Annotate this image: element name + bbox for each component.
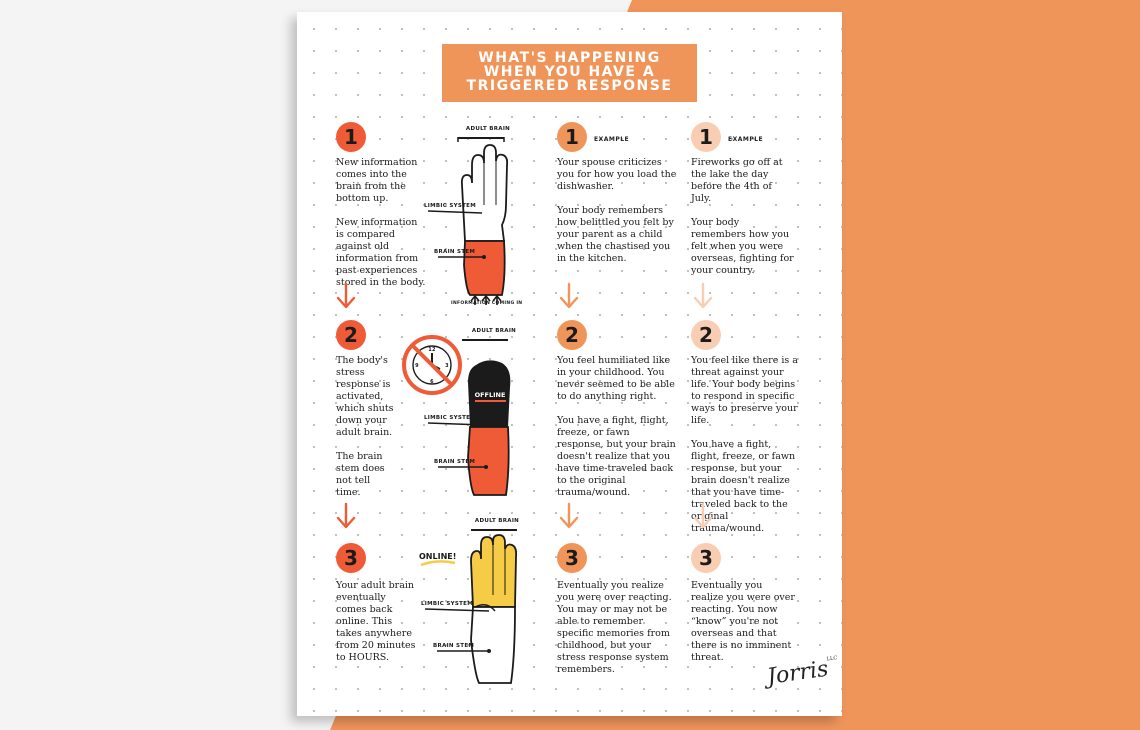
info-label-wrap <box>447 298 527 308</box>
col3-step1-p1: Fireworks go off at the lake the day before the 4th of July. <box>691 157 783 204</box>
arrow-down-icon <box>692 502 714 530</box>
label-information-coming-in: INFORMATION COMING IN <box>451 301 523 306</box>
step-1-badge-col2: 1 <box>557 122 587 152</box>
arrow-down-icon <box>335 502 357 530</box>
step-1-badge-col3: 1 <box>691 122 721 152</box>
clock-number-6: 6 <box>430 379 434 385</box>
col2-step1-text <box>557 157 677 265</box>
col1-step2-p1: The body's stress response is activated, which shuts down your adult brain. <box>336 355 394 438</box>
col2-step3-p1: Eventually you realize you were over reacting. You may or may not be able to remember specific memories from childhood, but your stress response system remembers. <box>557 580 672 675</box>
label-adult-brain-2: ADULT BRAIN <box>471 328 517 334</box>
col2-step3-text <box>557 580 681 676</box>
col2-step2-text <box>557 355 677 499</box>
step-2-badge-col2: 2 <box>557 320 587 350</box>
col2-step1-p1: Your spouse criticizes you for how you load the dishwasher. <box>557 157 677 192</box>
arrow-down-icon <box>558 502 580 530</box>
label-brain-stem-3: BRAIN STEM <box>433 643 475 649</box>
col3-step1-text <box>691 157 795 277</box>
arrow-down-icon <box>558 282 580 310</box>
col3-step3-text <box>691 580 795 664</box>
step-1-badge-col1: 1 <box>336 122 366 152</box>
example-label-col3-1: EXAMPLE <box>728 136 764 143</box>
title-line-2: WHEN YOU HAVE A <box>483 64 656 80</box>
col1-step1-p2: New information is compared against old information from past experiences stored in the body. <box>336 217 426 288</box>
col1-step3-p1: Your adult brain eventually comes back online. This takes anywhere from 20 minutes to HOURS. <box>336 580 416 663</box>
hand-diagram-2 <box>402 327 532 497</box>
step-2-badge-col3: 2 <box>691 320 721 350</box>
col3-step1-p2: Your body remembers how you felt when you were overseas, fighting for your country. <box>691 217 794 276</box>
col3-step2-p2: You have a fight, flight, freeze, or fawn response, but your brain doesn't realize that you have time-traveled back to the original trauma/wound. <box>691 439 796 534</box>
label-limbic-system-3: LIMBIC SYSTEM <box>421 601 474 607</box>
arrow-down-icon <box>692 282 714 310</box>
col3-step2-p1: You feel like there is a threat against your life. Your body begins to respond in specific ways to preserve your life. <box>691 355 798 426</box>
signature-suffix: LLC <box>826 655 838 663</box>
label-offline: OFFLINE <box>474 391 506 399</box>
title-line-1: WHAT'S HAPPENING <box>478 50 661 66</box>
poster <box>297 12 842 716</box>
col2-step1-p2: Your body remembers how belittled you felt by your parent as a child when the chastised you in the kitchen. <box>557 205 674 264</box>
signature-name: Jorris <box>765 656 830 690</box>
col3-step3-p1: Eventually you realize you were over reacting. You now “know” you're not overseas and that there is no imminent threat. <box>691 580 795 663</box>
title-banner <box>442 44 697 102</box>
hand-diagram-3 <box>415 515 535 685</box>
clock-number-12: 12 <box>428 347 436 353</box>
step-3-badge-col2: 3 <box>557 543 587 573</box>
col1-step1-p1: New information comes into the brain from the bottom up. <box>336 157 418 204</box>
label-online: ONLINE! <box>419 552 457 561</box>
col1-step3-text <box>336 580 416 664</box>
clock-number-9: 9 <box>415 363 419 369</box>
clock-number-3: 3 <box>445 363 449 369</box>
col2-step2-p2: You have a fight, flight, freeze, or fawn response, but your brain doesn't realize that you have time-traveled back to the original trauma/wound. <box>557 415 676 498</box>
arrow-down-icon <box>335 282 357 310</box>
col1-step2-text <box>336 355 396 499</box>
title-line-3: TRIGGERED RESPONSE <box>466 78 673 94</box>
step-2-badge-col1: 2 <box>336 320 366 350</box>
label-limbic-system-2: LIMBIC SYSTEM <box>424 415 477 421</box>
col1-step2-p2: The brain stem does not tell time. <box>336 451 385 498</box>
step-3-badge-col3: 3 <box>691 543 721 573</box>
label-brain-stem: BRAIN STEM <box>434 249 476 255</box>
label-adult-brain: ADULT BRAIN <box>465 126 511 132</box>
step-3-badge-col1: 3 <box>336 543 366 573</box>
label-limbic-system: LIMBIC SYSTEM <box>424 203 477 209</box>
label-adult-brain-3: ADULT BRAIN <box>474 518 520 524</box>
col1-step1-text <box>336 157 428 289</box>
col2-step2-p1: You feel humiliated like in your childhood. You never seemed to be able to do anything right. <box>557 355 675 402</box>
example-label-col2-1: EXAMPLE <box>594 136 630 143</box>
label-brain-stem-2: BRAIN STEM <box>434 459 476 465</box>
hand-diagram-1 <box>420 125 530 305</box>
